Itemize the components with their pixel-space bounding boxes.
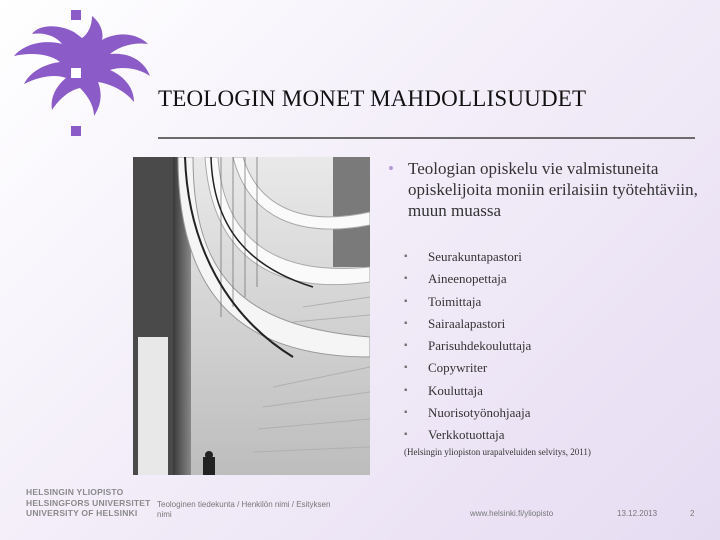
title-divider [158,137,695,139]
staircase-photo [133,157,370,475]
bullet-dot-icon: ▪ [404,251,408,262]
list-item: ▪ Nuorisotyönohjaaja [404,405,531,421]
footer-faculty [157,500,330,520]
list-item: ▪ Verkkotuottaja [404,427,505,443]
list-item: ▪ Seurakuntapastori [404,249,522,264]
list-item: ▪ Aineenopettaja [404,271,507,287]
bullet-dot-icon: ▪ [404,407,408,419]
university-flame-logo [4,4,154,144]
list-item: ▪ Toimittaja [404,293,482,309]
bullet-dot-icon: ▪ [404,273,408,285]
university-name-fi: HELSINGIN YLIOPISTO [26,487,124,497]
university-name [26,487,151,519]
footer-date: 13.12.2013 [617,509,658,518]
university-name-en: UNIVERSITY OF HELSINKI [26,508,138,518]
source-note: (Helsingin yliopiston urapalveluiden selvitys, 2011) [404,447,591,457]
footer-faculty-line1: Teologinen tiedekunta / Henkilön nimi / Esityksen [157,500,331,509]
slide-title: TEOLOGIN MONET MAHDOLLISUUDET [158,86,587,111]
list-item: ▪ Parisuhdekouluttaja [404,338,532,354]
bullet-dot-icon: • [388,159,394,178]
bullet-dot-icon: ▪ [404,340,408,352]
job-list [404,248,704,449]
bullet-dot-icon: ▪ [404,317,408,329]
bullet-dot-icon: ▪ [404,295,408,307]
list-item: ▪ Kouluttaja [404,382,483,398]
list-item: ▪ Copywriter [404,360,488,376]
main-bullet-text: Teologian opiskelu vie valmistuneita opiskelijoita moniin erilaisiin työtehtäviin, muun muassa [408,159,698,220]
bullet-dot-icon: ▪ [404,384,408,396]
main-bullet [388,158,708,221]
university-name-sv: HELSINGFORS UNIVERSITET [26,497,151,508]
page-number: 2 [690,509,695,518]
bullet-dot-icon: ▪ [404,429,408,441]
bullet-dot-icon: ▪ [404,362,408,374]
footer-faculty-line2: nimi [157,510,172,519]
list-item: ▪ Sairaalapastori [404,315,506,331]
footer-url: www.helsinki.fi/yliopisto [470,509,554,518]
